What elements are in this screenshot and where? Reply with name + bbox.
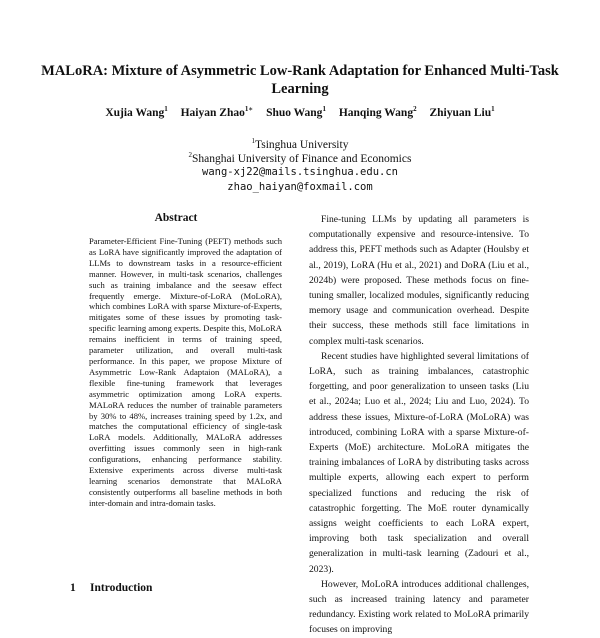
author	[339, 107, 417, 119]
affiliation-mark: 1	[251, 137, 256, 145]
affiliation-mark: 1∗	[244, 105, 254, 113]
author	[181, 107, 254, 119]
paper-title: MALoRA: Mixture of Asymmetric Low-Rank Adaptation for Enhanced Multi-Task Learning	[41, 63, 559, 97]
paragraph: Recent studies have highlighted several limitations of LoRA, such as training imbalances, catastrophic forgetting, and poor generalization to unseen tasks (Liu et al., 2024a; Luo et al., 2024; Liu and Luo, 2024). To address these issues, Mixture-of-LoRA (MoLoRA) was introduced, combining LoRA with a sparse Mixture-of-Experts (MoE) architecture. MoLoRA mitigates the training imbalances of LoRA by distributing tasks across multiple experts, allowing each expert to perform specialized functions and reducing the risk of catastrophic forgetting. The MoE router dynamically assigns weight coefficients to each LoRA expert, improving both task specialization and overall generalization in multi-task learning (Zadouri et al., 2023).	[309, 350, 529, 575]
affiliation-mark: 2	[188, 151, 193, 159]
abstract-heading: Abstract	[154, 212, 198, 224]
paragraph: However, MoLoRA introduces additional challenges, such as increased training latency and parameter redundancy. Existing work related to MoLoRA primarily focuses on improving	[309, 578, 529, 636]
affiliation-mark: 1	[322, 105, 326, 113]
paragraph: Fine-tuning LLMs by updating all parameters is computationally expensive and resource-intensive. To address this, PEFT methods such as Adapter (Houlsby et al., 2019), LoRA (Hu et al., 2021) and DoRA (Liu et al., 2024b) were proposed. These methods focus on fine-tuning smaller, localized modules, significantly reducing memory usage and communication overhead. Despite their success, these methods still face limitations in complex multi-task scenarios.	[309, 214, 529, 347]
email-1: wang-xj22@mails.tsinghua.edu.cn	[202, 166, 398, 178]
affiliation-name: Shanghai University of Finance and Economics	[192, 152, 412, 165]
author-name: Hanqing Wang	[338, 106, 414, 119]
author-name: Zhiyuan Liu	[429, 106, 492, 119]
section-number: 1	[70, 582, 76, 594]
affiliation-mark: 1	[164, 105, 168, 113]
section-title: Introduction	[90, 582, 153, 594]
affiliation-1	[40, 137, 560, 151]
affiliation-2	[40, 151, 560, 165]
intro-column	[309, 212, 529, 638]
affiliation-mark: 1	[491, 105, 495, 113]
author-name: Shuo Wang	[266, 106, 323, 119]
abstract-text: Parameter-Efficient Fine-Tuning (PEFT) methods such as LoRA have significantly improved the adaptation of LLMs to downstream tasks in a resource-efficient manner. However, in multi-task scenarios, challenges such as training imbalance and the seesaw effect frequently emerge. Mixture-of-LoRA (MoLoRA), which combines LoRA with sparse Mixture-of-Experts, mitigates some of these issues by promoting task-specific learning among experts. Despite this, MoLoRA remains inefficient in terms of training speed, parameter utilization, and overall multi-task performance. In this paper, we propose Mixture of Asymmetric Low-Rank Adaptaion (MALoRA), a flexible fine-tuning framework that leverages asymmetric optimization among LoRA experts. MALoRA reduces the number of trainable parameters by 30% to 48%, increases training speed by 1.2x, and matches the computational efficiency of single-task LoRA models. Additionally, MALoRA addresses overfitting issues commonly seen in high-rank configurations, enhancing performance stability. Extensive experiments across diverse multi-task learning scenarios demonstrate that MALoRA consistently outperforms all baseline methods in both inter-domain and intra-domain tasks.	[89, 236, 282, 508]
author	[105, 107, 167, 119]
author	[429, 107, 494, 119]
affiliation-name: Tsinghua University	[255, 138, 349, 151]
author	[266, 107, 326, 119]
author-list	[40, 104, 560, 119]
author-name: Xujia Wang	[105, 106, 165, 119]
section-heading	[70, 582, 152, 594]
affiliation-mark: 2	[413, 105, 417, 113]
email-2: zhao_haiyan@foxmail.com	[227, 181, 373, 193]
author-name: Haiyan Zhao	[180, 106, 245, 119]
